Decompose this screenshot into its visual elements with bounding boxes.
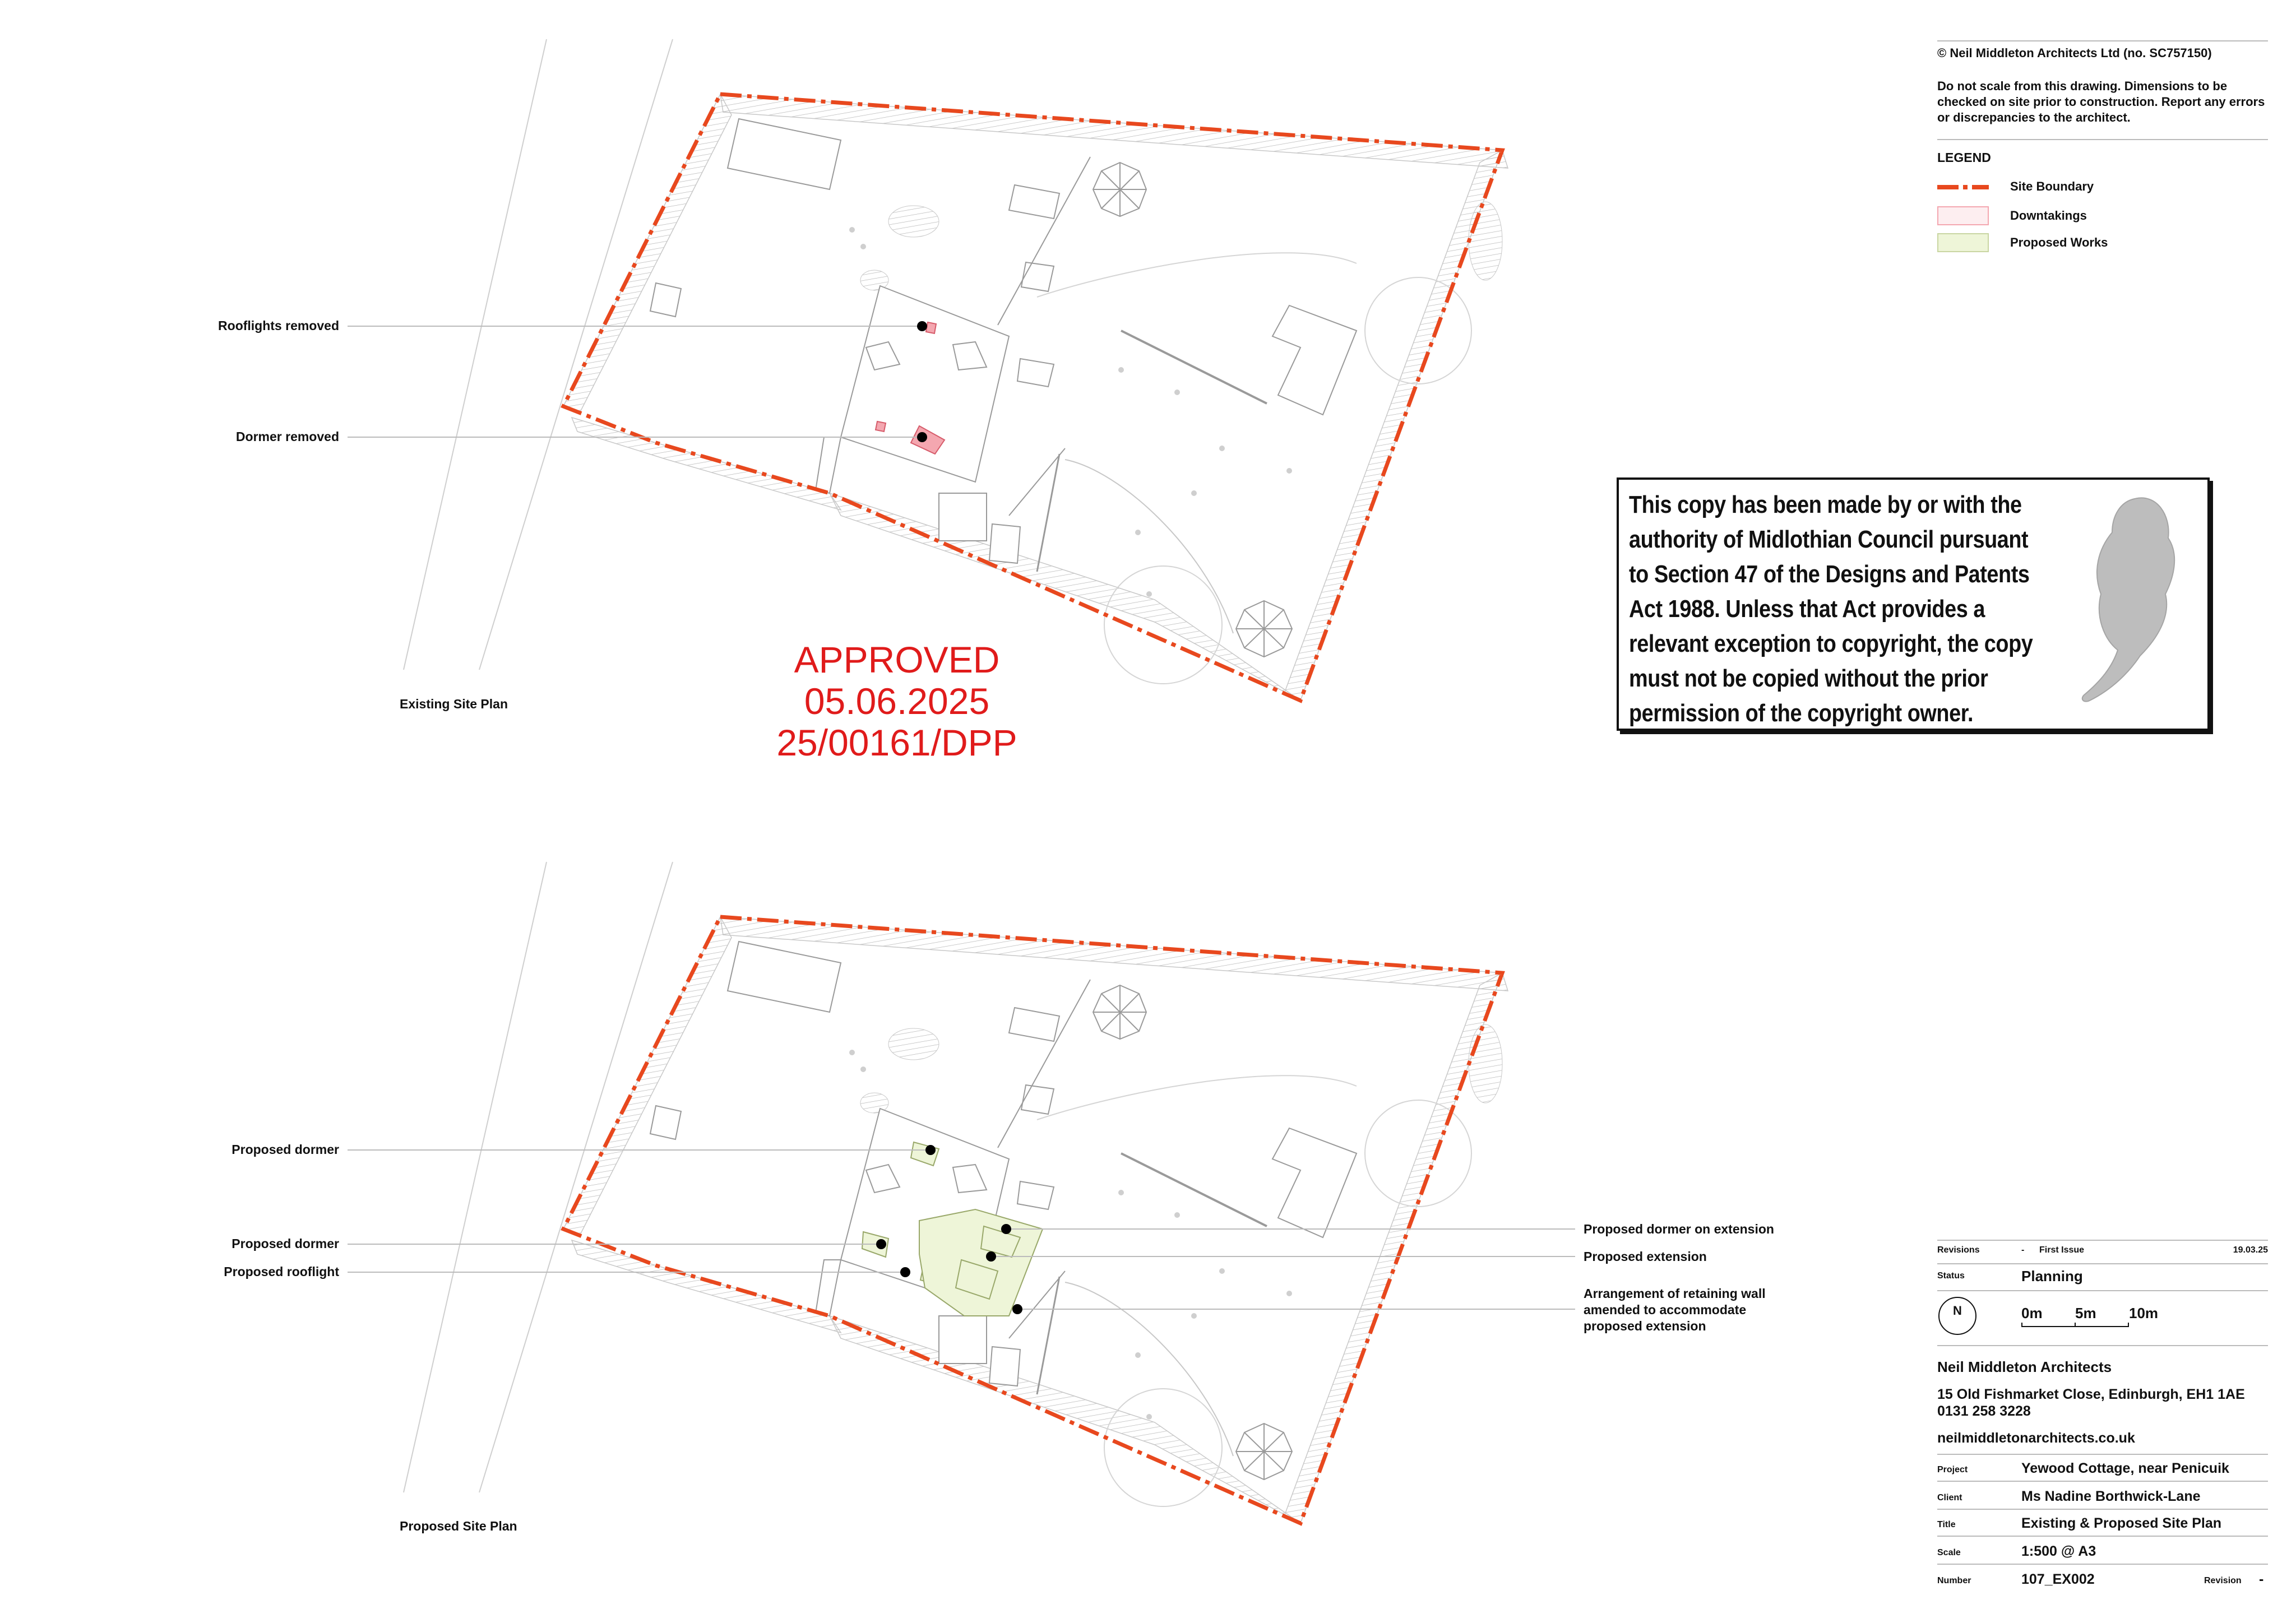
copyright-notice-line: This copy has been made by or with the (1629, 491, 2022, 518)
legend-label: Site Boundary (2010, 179, 2094, 193)
legend-label: Downtakings (2010, 208, 2087, 222)
annotation-retaining-wall (1584, 1286, 1766, 1334)
status-label: Status (1937, 1271, 1965, 1281)
scale-tick-label: 0m (2021, 1305, 2043, 1321)
client-label: Client (1937, 1493, 1962, 1503)
annotation-proposed-dormer-1: Proposed dormer (232, 1142, 339, 1157)
proposed-works-swatch (1937, 233, 1989, 252)
scale-label: Scale (1937, 1548, 1961, 1557)
annotation-retaining-wall-line-3: proposed extension (1584, 1319, 1706, 1333)
firm-website: neilmiddletonarchitects.co.uk (1937, 1430, 2135, 1446)
annotation-marker (917, 321, 927, 331)
copyright-notice-line: to Section 47 of the Designs and Patents (1629, 560, 2030, 588)
copyright-notice-box (1617, 477, 2210, 731)
existing-site-plan (348, 39, 1508, 701)
copyright-notice-line: authority of Midlothian Council pursuant (1629, 526, 2029, 553)
annotation-proposed-dormer-2: Proposed dormer (232, 1236, 339, 1251)
scale-value: 1:500 @ A3 (2021, 1543, 2096, 1559)
approval-stamp-status: APPROVED (794, 639, 1000, 680)
revision-dash: - (2021, 1245, 2025, 1255)
scale-bar (2021, 1297, 2159, 1336)
revision-label: Revision (2204, 1576, 2242, 1585)
copyright-notice-line: Act 1988. Unless that Act provides a (1629, 595, 1985, 623)
site-boundary (563, 94, 1502, 701)
proposed-site-plan (348, 862, 1575, 1523)
revisions-label: Revisions (1937, 1245, 1980, 1255)
existing-site-plan-title: Existing Site Plan (400, 697, 508, 711)
annotation-retaining-wall-line-2: amended to accommodate (1584, 1302, 1747, 1317)
copyright-notice-line: relevant exception to copyright, the copy (1629, 630, 2033, 657)
firm-address: 15 Old Fishmarket Close, Edinburgh, EH1 1AE (1937, 1386, 2245, 1402)
project-label: Project (1937, 1465, 1968, 1474)
annotation-retaining-wall-line-1: Arrangement of retaining wall (1584, 1286, 1766, 1301)
copyright-notice-text (1629, 488, 2063, 731)
approval-stamp (701, 639, 1093, 763)
approval-stamp-date: 05.06.2025 (804, 680, 990, 722)
annotation-proposed-extension: Proposed extension (1584, 1249, 1707, 1264)
title-value: Existing & Proposed Site Plan (2021, 1515, 2222, 1531)
proposed-site-plan-title: Proposed Site Plan (400, 1519, 517, 1533)
annotation-proposed-rooflight: Proposed rooflight (224, 1264, 339, 1279)
downtaking-rooflight (926, 322, 936, 333)
client-value: Ms Nadine Borthwick-Lane (2021, 1488, 2201, 1504)
proposed-extension (919, 1209, 1043, 1316)
downtakings-swatch (1937, 206, 1989, 225)
copyright-notice-line: permission of the copyright owner. (1629, 699, 1974, 727)
title-label: Title (1937, 1520, 1956, 1529)
site-boundary (563, 917, 1502, 1523)
disclaimer-note: Do not scale from this drawing. Dimensions to be checked on site prior to construction. Report any errors or discrepancies to the architect. (1937, 79, 2265, 124)
annotation-dormer-removed: Dormer removed (235, 429, 339, 444)
annotation-proposed-dormer-on-extension: Proposed dormer on extension (1584, 1222, 1774, 1236)
firm-name: Neil Middleton Architects (1937, 1358, 2112, 1375)
copyright-line: © Neil Middleton Architects Ltd (no. SC757150) (1937, 46, 2212, 60)
approval-stamp-reference: 25/00161/DPP (776, 722, 1017, 763)
annotation-rooflights-removed: Rooflights removed (218, 318, 339, 333)
downtaking-rooflight (876, 421, 886, 432)
status-value: Planning (2021, 1268, 2083, 1285)
number-label: Number (1937, 1576, 1971, 1585)
revision-description: First Issue (2039, 1245, 2085, 1255)
north-label: N (1953, 1304, 1962, 1318)
site-boundary-swatch-icon (1937, 182, 1989, 193)
legend-label: Proposed Works (2010, 235, 2108, 249)
scale-tick-label: 10m (2129, 1305, 2159, 1321)
copyright-notice-line: must not be copied without the prior (1629, 665, 1988, 692)
council-leaf-logo-icon (2073, 488, 2185, 717)
project-value: Yewood Cottage, near Penicuik (2021, 1460, 2229, 1476)
north-arrow-icon (1938, 1297, 1976, 1335)
firm-phone: 0131 258 3228 (1937, 1403, 2031, 1419)
scale-tick-label: 5m (2075, 1305, 2096, 1321)
revision-value: - (2259, 1571, 2264, 1587)
number-value: 107_EX002 (2021, 1571, 2095, 1587)
revision-date: 19.03.25 (2233, 1245, 2268, 1255)
annotation-marker (917, 432, 927, 442)
legend-title: LEGEND (1937, 150, 1991, 165)
